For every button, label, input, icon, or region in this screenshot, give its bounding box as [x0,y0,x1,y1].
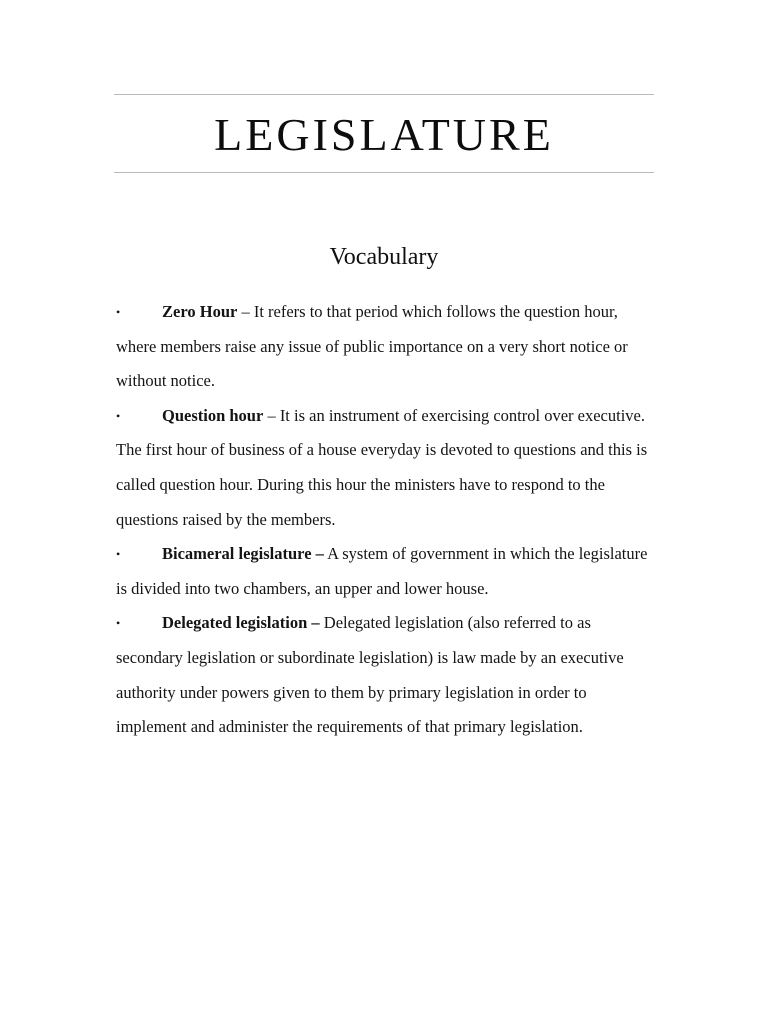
separator: – [263,405,280,425]
list-item-question-hour [116,399,656,537]
title-top-rule [114,94,654,95]
list-item-delegated-legislation [116,606,656,744]
definition: Delegated legislation (also referred to as secondary legislation or subordinate legislation) is law made by an executive authority under powers given to them by primary legislation in order to implement and administer the requirements of that primary legislation. [116,613,624,737]
section-heading: Vocabulary [329,244,439,270]
definition: It refers to that period which follows the question hour, where members raise any issue of public importance on a very short notice or without notice. [116,302,628,391]
term: Delegated legislation – [162,613,320,633]
list-item-bicameral-legislature [116,537,656,606]
term: Bicameral legislature – [162,544,324,564]
list-item-zero-hour [116,295,656,399]
title-bottom-rule [114,172,654,173]
separator: – [237,302,254,321]
definition: A system of government in which the legislature is divided into two chambers, an upper and lower house. [116,544,648,598]
definition: It is an instrument of exercising control over executive. The first hour of business of a house everyday is devoted to questions and this is called question hour. During this hour the ministers have to respond to the questions raised by the members. [116,405,648,529]
bullet-icon: • [116,305,121,319]
bullet-icon: • [116,408,121,423]
term: Question hour [162,405,264,425]
vocabulary-list [116,295,656,745]
bullet-icon: • [116,616,121,631]
bullet-icon: • [116,547,121,562]
page-title: LEGISLATURE [214,109,554,160]
term: Zero Hour [162,302,238,321]
